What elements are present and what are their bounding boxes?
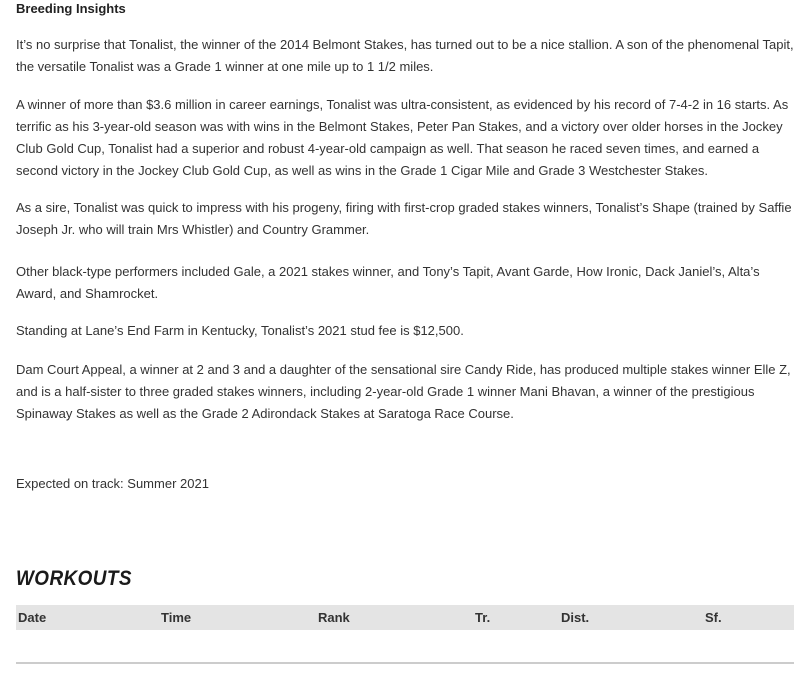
column-header-surface[interactable]: Sf. — [705, 605, 794, 630]
column-header-time[interactable]: Time — [161, 605, 318, 630]
breeding-insights-section — [16, 0, 794, 625]
column-header-distance[interactable]: Dist. — [561, 605, 705, 630]
paragraph-stud-fee: Standing at Lane’s End Farm in Kentucky, Tonalist’s 2021 stud fee is $12,500. — [16, 323, 464, 338]
paragraph-intro: It’s no surprise that Tonalist, the winner of the 2014 Belmont Stakes, has turned out to be a nice stallion. A son of the phenomenal Tapit, the versatile Tonalist was a Grade 1 winner at one mile up to 1 1/2 miles. — [16, 37, 794, 74]
divider — [16, 662, 794, 664]
section-heading: Breeding Insights — [16, 1, 126, 16]
paragraph-dam: Dam Court Appeal, a winner at 2 and 3 and a daughter of the sensational sire Candy Ride, has produced multiple stakes winner Elle Z, and is a half-sister to three graded stakes winners, including 2-year-old Grade 1 winner Mani Bhavan, a winner of the prestigious Spinaway Stakes as well as the Grade 2 Adirondack Stakes at Saratoga Race Course. — [16, 362, 791, 421]
column-header-date[interactable]: Date — [16, 605, 161, 630]
workouts-header-row — [16, 605, 794, 630]
paragraph-performers: Other black-type performers included Gale, a 2021 stakes winner, and Tony’s Tapit, Avant Garde, How Ironic, Dack Janiel’s, Alta’s Award, and Shamrocket. — [16, 264, 760, 301]
workouts-table — [16, 605, 794, 630]
paragraph-career: A winner of more than $3.6 million in career earnings, Tonalist was ultra-consistent, as evidenced by his record of 7-4-2 in 16 starts. As terrific as his 3-year-old season was with wins in the Belmont Stakes, Peter Pan Stakes, and a victory over older horses in the Jockey Club Gold Cup, Tonalist had a superior and robust 4-year-old campaign as well. That season he raced seven times, and earned a second victory in the Jockey Club Gold Cup, as well as wins in the Grade 1 Cigar Mile and Grade 3 Westchester Stakes. — [16, 97, 789, 178]
column-header-track[interactable]: Tr. — [475, 605, 561, 630]
paragraph-expected-on-track: Expected on track: Summer 2021 — [16, 476, 209, 491]
paragraph-sire: As a sire, Tonalist was quick to impress with his progeny, firing with first-crop graded stakes winners, Tonalist’s Shape (trained by Saffie Joseph Jr. who will train Mrs Whistler) and Country Grammer. — [16, 200, 792, 237]
workouts-title: WORKOUTS — [16, 567, 132, 590]
column-header-rank[interactable]: Rank — [318, 605, 475, 630]
